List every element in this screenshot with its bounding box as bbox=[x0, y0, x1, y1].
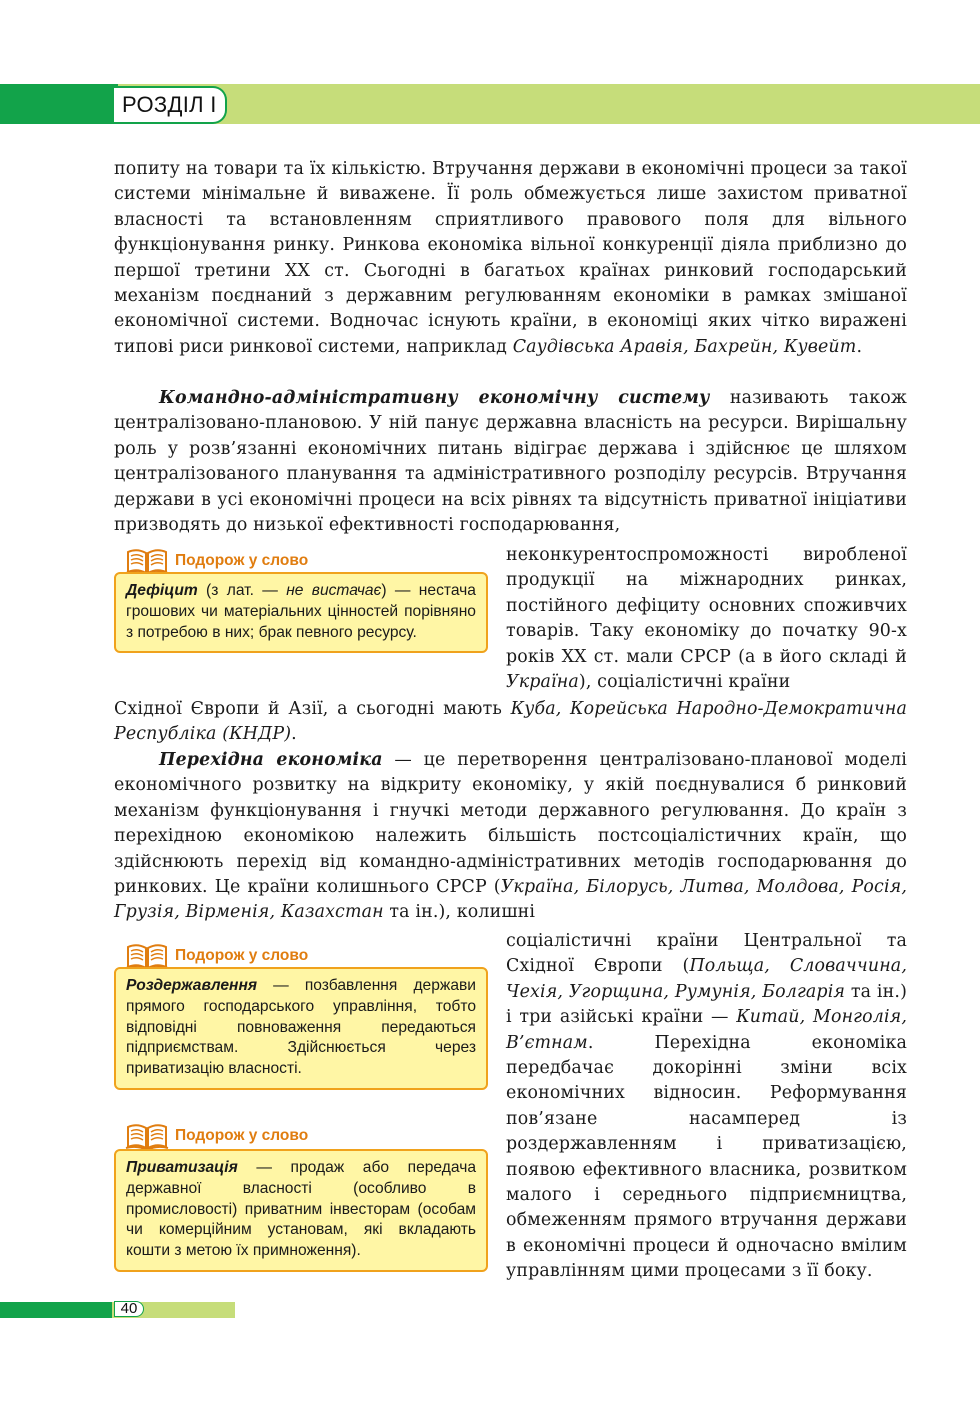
country-list: Україна, Білорусь, Литва, Молдова, Росія, Грузія, Вірменія, Казахстан bbox=[114, 877, 907, 923]
glossary-definition: — продаж або передача державної власності (особливо в промисловості) приватним інвесторам (особам чи комерційним установам, які вкладають кошти з метою їх примноження). bbox=[126, 1159, 476, 1260]
paragraph-command-economy-wrap bbox=[506, 543, 907, 695]
punctuation: . bbox=[856, 336, 863, 357]
glossary-box-deficit bbox=[114, 572, 488, 653]
glossary-title-text: Подорож у слово bbox=[175, 1127, 309, 1144]
glossary-title-text: Подорож у слово bbox=[175, 552, 309, 569]
paragraph-command-economy-tail bbox=[114, 697, 907, 748]
punctuation: . bbox=[291, 724, 297, 745]
glossary-title-3 bbox=[125, 1121, 308, 1151]
section-label: РОЗДІЛ І bbox=[114, 86, 227, 124]
page-number: 40 bbox=[114, 1301, 144, 1317]
glossary-term: Роздержавлення bbox=[126, 977, 258, 994]
paragraph-text: неконкурентоспроможності виробленої продукції на міжнародних ринках, постійного дефіциту основних споживчих товарів. Таку економіку до початку 90-х років XX ст. мали СРСР (а в його складі й bbox=[506, 545, 907, 667]
paragraph-text: попиту на товари та їх кількістю. Втручання держави в економічні процеси за такої системи мінімальне й виважене. Її роль обмежується лише захистом приватної власності та встановленням сприятливого правового поля для вільного функціонування ринку. Ринкова економіка вільної конкуренції діяла приблизно до першої третини XX ст. Сьогодні в багатьох країнах ринковий господарський механізм поєднаний з державним регулюванням економіки в рамках змішаної економічної системи. Водночас існують країни, в економіці яких чітко виражені типові риси ринкової системи, наприклад bbox=[114, 159, 907, 357]
open-book-icon bbox=[125, 1121, 169, 1151]
glossary-box-destatization bbox=[114, 967, 488, 1090]
paragraph-command-economy bbox=[114, 386, 907, 538]
glossary-text: (з лат. — bbox=[197, 582, 287, 599]
glossary-term: Дефіцит bbox=[126, 582, 198, 599]
term-command-economy: Командно-адміністративну економічну систему bbox=[159, 388, 710, 408]
paragraph-transition-economy-wrap bbox=[506, 929, 907, 1285]
paragraph-text: ), соціалістичні країни bbox=[578, 672, 791, 693]
paragraph-text: . Перехідна економіка передбачає докорінні зміни всіх економічних відносин. Реформування пов’язане насамперед із роздержавленням і приватизацією, появою ефективного власника, розвитком малого і середнього підприємництва, обмеженням прямого втручання держави в економічні процеси й одночасно вмілим управлінням цими процесами з її боку. bbox=[506, 1032, 907, 1282]
paragraph-text: соціалістичні країни Центральної та Східної Європи ( bbox=[506, 931, 907, 977]
glossary-italic: не вистачає bbox=[286, 582, 382, 599]
glossary-term: Приватизація bbox=[126, 1159, 238, 1176]
glossary-definition: — позбавлення держави прямого господарського управління, тобто відповідні повноваження передаються підприємствам. Здійснюється через приватизацію власності. bbox=[126, 977, 476, 1078]
paragraph-text: та ін.), колишні bbox=[383, 902, 536, 923]
glossary-box-privatization bbox=[114, 1149, 488, 1272]
glossary-definition: ) — нестача грошових чи матеріальних цінностей порівняно з потребою в них; брак певного ресурсу. bbox=[126, 582, 476, 641]
paragraph-text: Східної Європи й Азії, а сьогодні мають bbox=[114, 699, 511, 719]
paragraph-text: називають також централізовано-плановою. У ній панує державна власність на ресурси. Вирішальну роль у розв’язанні економічних питань відіграє держава і здійснює це шляхом централізованого планування та адміністративного розподілу ресурсів. Втручання держави в усі економічні процеси на всіх рівнях та відсутність приватної ініціативи призводять до низької ефективності господарювання, bbox=[114, 388, 907, 536]
paragraph-text: — це перетворення централізовано-планової моделі економічного розвитку на відкриту економіку, у якій поєднувалися б ринковий механізм функціонування і гнучкі методи державного регулювання. До країн з перехідною економікою належить більшість постсоціалістичних країн, що здійснюють перехід від командно-адміністративних методів господарювання до ринкових. Це країни колишнього СРСР ( bbox=[114, 750, 907, 898]
country-name: Україна bbox=[506, 672, 579, 693]
country-list: Китай, Монголія, В’єтнам bbox=[506, 1007, 908, 1053]
country-list: Саудівська Аравія, Бахрейн, Кувейт bbox=[512, 336, 857, 357]
glossary-title-text: Подорож у слово bbox=[175, 947, 309, 964]
country-list: Куба, Корейська Народно-Демократична Республіка (КНДР) bbox=[114, 699, 907, 745]
country-list: Польща, Словаччина, Чехія, Угорщина, Румунія, Болгарія bbox=[506, 956, 907, 1002]
paragraph-text: та ін.) і три азійські країни — bbox=[506, 981, 907, 1028]
term-transition-economy: Перехідна економіка bbox=[159, 750, 383, 770]
paragraph-transition-economy bbox=[114, 748, 907, 926]
paragraph-market-economy bbox=[114, 157, 907, 360]
